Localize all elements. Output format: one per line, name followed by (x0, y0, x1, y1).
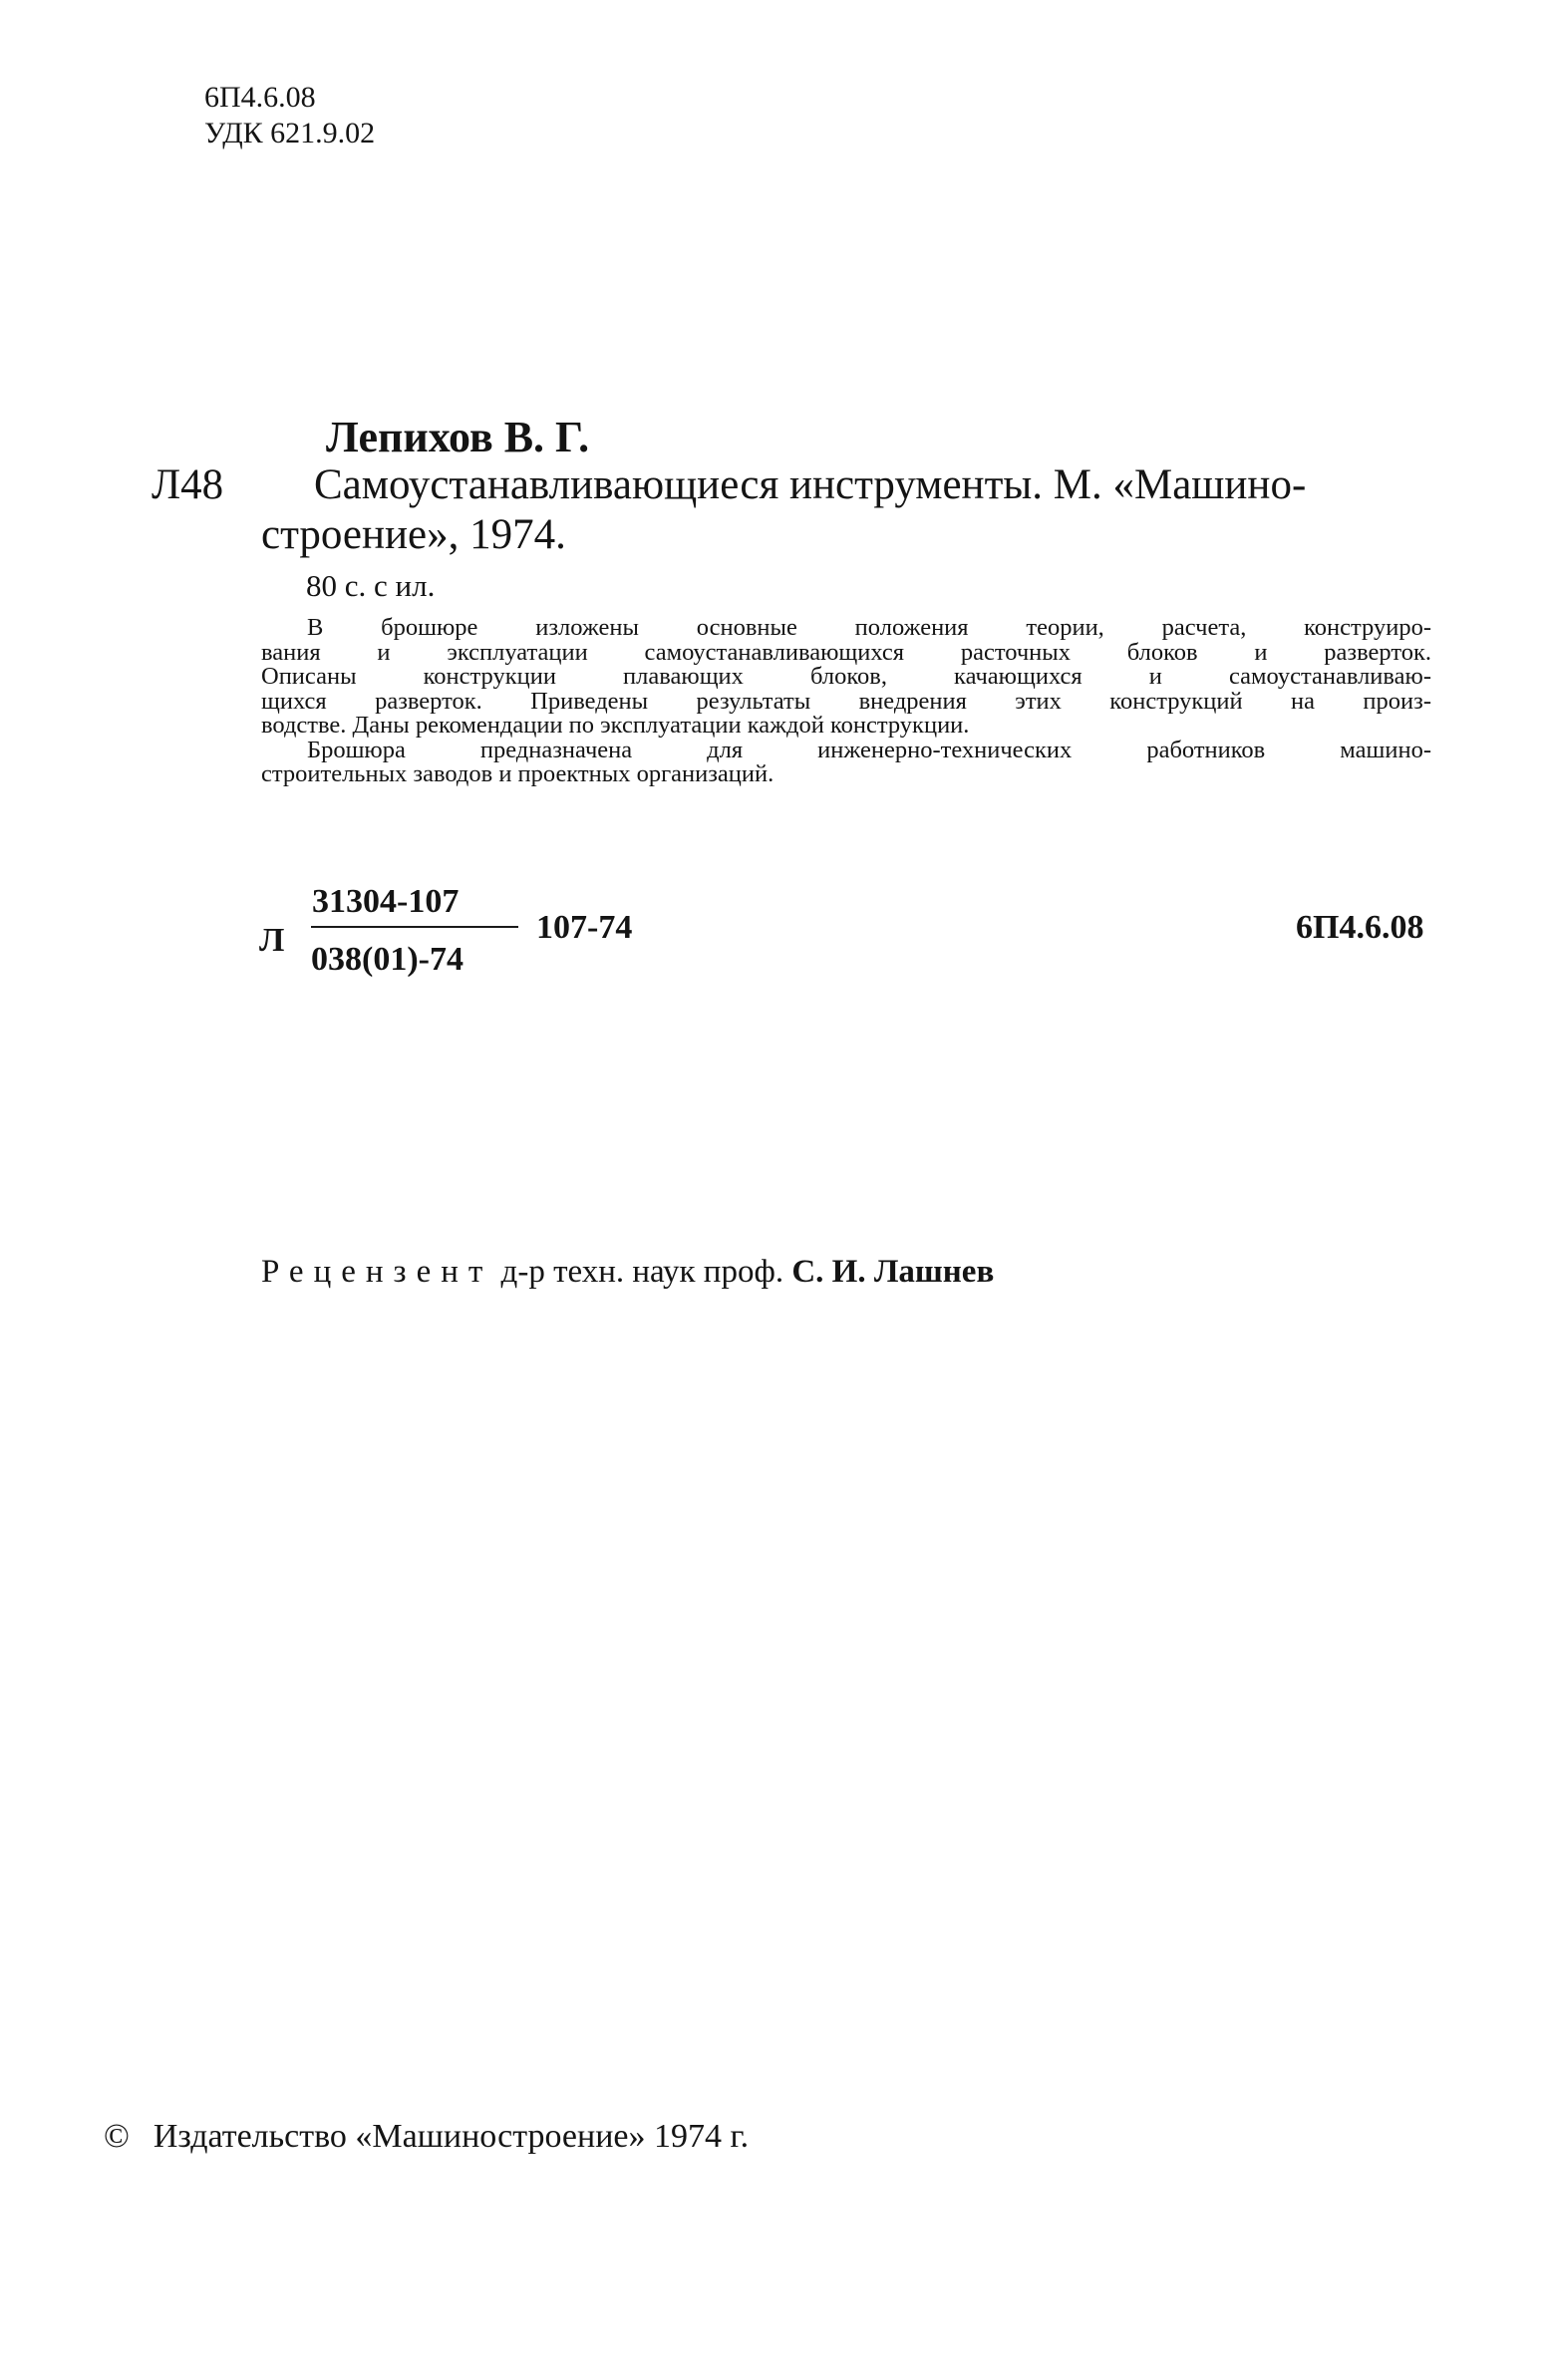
book-title-line-2: строение», 1974. (261, 511, 566, 558)
copyright-line (104, 2117, 749, 2157)
annotation-line: В брошюре изложены основные положения теории, расчета, конструиро- (307, 614, 1431, 641)
udk-code: УДК 621.9.02 (204, 117, 376, 149)
author-sign-code: Л48 (152, 461, 224, 508)
annotation-line: щихся разверток. Приведены результаты внедрения этих конструкций на произ- (261, 687, 1431, 715)
annotation-line: строительных заводов и проектных организаций. (261, 760, 774, 787)
reviewer-label: Рецензент (261, 1254, 493, 1290)
index-denominator: 038(01)-74 (311, 941, 464, 978)
reviewer-degree: д-р техн. наук проф. (500, 1254, 784, 1290)
author-name: Лепихов В. Г. (326, 413, 590, 461)
index-numerator: 31304-107 (312, 883, 460, 920)
page-count: 80 с. с ил. (306, 568, 436, 603)
reviewer-name: С. И. Лашнев (791, 1254, 995, 1290)
reviewer-line (261, 1252, 994, 1292)
index-letter: Л (259, 922, 285, 959)
fraction-line (311, 926, 518, 928)
copyright-text: Издательство «Машиностроение» 1974 г. (153, 2118, 750, 2155)
index-bbk-code: 6П4.6.08 (1296, 909, 1424, 946)
annotation-line: водстве. Даны рекомендации по эксплуатации каждой конструкции. (261, 712, 970, 739)
book-title-line-1: Самоустанавливающиеся инструменты. М. «Машино- (314, 461, 1307, 508)
annotation (261, 616, 1431, 787)
annotation-line: Брошюра предназначена для инженерно-технических работников машино- (307, 736, 1431, 763)
annotation-line: вания и эксплуатации самоустанавливающихся расточных блоков и разверток. (261, 638, 1431, 666)
index-suffix: 107-74 (536, 909, 633, 946)
annotation-line: Описаны конструкции плавающих блоков, качающихся и самоустанавливаю- (261, 663, 1431, 690)
copyright-icon: © (104, 2118, 130, 2155)
bbk-code: 6П4.6.08 (204, 81, 316, 114)
